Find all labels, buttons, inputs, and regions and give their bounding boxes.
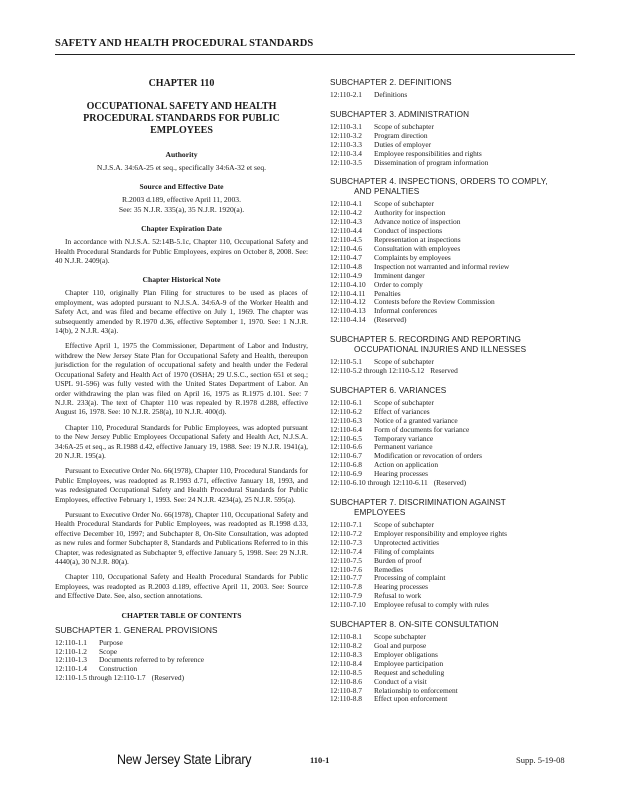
toc-entry-title: Conduct of a visit xyxy=(374,676,427,686)
subchapter-3-heading: SUBCHAPTER 3. ADMINISTRATION xyxy=(330,109,470,119)
toc-entry-title: Employee participation xyxy=(374,658,444,668)
toc-entry-number: 12:110-1.2 xyxy=(55,646,87,656)
toc-entry-number: 12:110-7.6 xyxy=(330,564,362,574)
expiration-heading: Chapter Expiration Date xyxy=(141,224,222,234)
toc-entry xyxy=(330,642,582,651)
toc-entry-number: 12:110-3.1 xyxy=(330,121,362,131)
toc-entry-title: Purpose xyxy=(99,637,123,647)
toc-entry-title: Filing of complaints xyxy=(374,546,434,556)
toc-entry-title: Employee responsibilities and rights xyxy=(374,148,482,158)
toc-entry xyxy=(330,281,582,290)
toc-entry xyxy=(330,367,582,376)
toc-entry xyxy=(330,218,582,227)
toc-entry-title: Employer obligations xyxy=(374,649,438,659)
toc-entry xyxy=(330,539,582,548)
chapter-number: CHAPTER 110 xyxy=(148,78,215,89)
toc-entry-title: Conduct of inspections xyxy=(374,226,443,236)
toc-entry-title: Documents referred to by reference xyxy=(99,655,205,665)
toc-entry-number: 12:110-4.1 xyxy=(330,199,362,209)
subchapter-2-heading: SUBCHAPTER 2. DEFINITIONS xyxy=(330,78,452,87)
toc-entry xyxy=(330,583,582,592)
subchapter-1-heading: SUBCHAPTER 1. GENERAL PROVISIONS xyxy=(55,625,218,635)
toc-entry-number: 12:110-8.2 xyxy=(330,640,362,650)
subchapter-4-list xyxy=(330,200,582,325)
history-heading: Chapter Historical Note xyxy=(142,275,221,285)
toc-entry-title: Modification or revocation of orders xyxy=(374,451,482,461)
toc-entry-title: Scope of subchapter xyxy=(374,520,434,529)
toc-entry-number: 12:110-2.1 xyxy=(330,90,362,99)
toc-entry-title: Refusal to work xyxy=(374,591,422,601)
toc-entry-number: 12:110-6.5 xyxy=(330,433,362,443)
subchapter-5-heading-line-1: SUBCHAPTER 5. RECORDING AND REPORTING xyxy=(330,335,521,345)
toc-entry-title: Scope subchapter xyxy=(374,632,426,642)
toc-entry xyxy=(330,548,582,557)
toc-entry-number: 12:110-6.6 xyxy=(330,442,362,452)
toc-entry xyxy=(330,651,582,660)
toc-entry xyxy=(55,656,308,665)
toc-entry-title: Dissemination of program information xyxy=(374,157,489,167)
toc-entry-number: 12:110-7.9 xyxy=(330,591,362,601)
toc-entry xyxy=(330,263,582,272)
toc-entry xyxy=(330,695,582,704)
subchapter-4-heading-line-2: AND PENALTIES xyxy=(354,187,420,197)
toc-entry-number: 12:110-8.1 xyxy=(330,632,362,642)
toc-entry-title: Scope xyxy=(99,646,118,656)
toc-entry xyxy=(330,132,582,141)
toc-entry-title: Goal and purpose xyxy=(374,640,427,650)
toc-entry-number: 12:110-5.2 through 12:110-5.12 xyxy=(330,366,425,376)
toc-entry-title: Temporary variance xyxy=(374,433,434,443)
toc-entry xyxy=(330,660,582,669)
toc-entry-number: 12:110-7.3 xyxy=(330,537,362,547)
toc-entry-title: Duties of employer xyxy=(374,139,432,149)
toc-entry-title: Employer responsibility and employee rights xyxy=(374,528,508,538)
history-paragraph: Chapter 110, Procedural Standards for Public Employees, was adopted pursuant to the New Jersey Public Employees Occupational Safety and Health Act, N.J.S.A. 34:6A-25 et seq., as R.1988 d.42, effective January 19, 1988. See: 19 N.J.R. 1941(a), 20 N.J.R. 195(a). xyxy=(55,422,308,460)
toc-entry-title: Effect of variances xyxy=(374,406,430,416)
authority-text: N.J.S.A. 34:6A-25 et seq., specifically 34:6A-32 et seq. xyxy=(96,163,267,172)
toc-entry-number: 12:110-4.4 xyxy=(330,226,362,236)
subchapter-7-heading-line-1: SUBCHAPTER 7. DISCRIMINATION AGAINST xyxy=(330,498,506,507)
toc-entry-title: (Reserved) xyxy=(433,478,467,488)
toc-entry-title: (Reserved) xyxy=(374,315,407,325)
toc-entry xyxy=(330,452,582,461)
toc-entry-title: Form of documents for variance xyxy=(374,424,470,434)
toc-entry-title: Order to comply xyxy=(374,279,423,289)
toc-entry xyxy=(330,566,582,575)
page-number: 110-1 xyxy=(310,755,330,765)
toc-entry-title: Inspection not warranted and informal review xyxy=(374,261,510,271)
toc-entry-title: (Reserved) xyxy=(151,673,185,683)
toc-entry-number: 12:110-3.2 xyxy=(330,130,362,140)
toc-entry-number: 12:110-6.8 xyxy=(330,460,362,470)
toc-entry-title: Representation at inspections xyxy=(374,235,461,245)
toc-entry xyxy=(330,687,582,696)
toc-entry-number: 12:110-7.10 xyxy=(330,600,366,610)
toc-entry xyxy=(330,200,582,209)
toc-entry xyxy=(330,316,582,325)
toc-entry-number: 12:110-8.8 xyxy=(330,694,362,704)
toc-entry-number: 12:110-8.3 xyxy=(330,649,362,659)
toc-entry xyxy=(330,123,582,132)
toc-entry xyxy=(330,461,582,470)
source-line-2: See: 35 N.J.R. 335(a), 35 N.J.R. 1920(a). xyxy=(118,204,245,214)
subchapter-8-heading: SUBCHAPTER 8. ON-SITE CONSULTATION xyxy=(330,620,499,630)
subchapter-5-list xyxy=(330,358,582,376)
toc-entry-title: Hearing processes xyxy=(374,582,428,592)
toc-entry-number: 12:110-4.14 xyxy=(330,315,366,325)
expiration-text: In accordance with N.J.S.A. 52:14B-5.1c, Chapter 110, Occupational Safety and Health Procedural Standards for Public Employees, expires on October 8, 2008. See: 40 N.J.R. 2409(a). xyxy=(55,237,308,266)
toc-entry-number: 12:110-3.3 xyxy=(330,139,362,149)
toc-entry xyxy=(330,530,582,539)
toc-entry-title: Unprotected activities xyxy=(374,537,440,547)
history-paragraph: Chapter 110, originally Plan Filing for structures to be used as places of employment, was adopted pursuant to N.J.S.A. 34:6A-9 of the Worker Health and Safety Act, and was filed and became effective on July 1, 1969. The chapter was subsequently amended by R.1970 d.36, effective September 1, 1970. See: 1 N.J.R. 14(b), 2 N.J.R. 43(a). xyxy=(55,288,308,336)
toc-entry xyxy=(330,669,582,678)
source-line-1: R.2003 d.189, effective April 11, 2003. xyxy=(122,195,241,205)
subchapter-6-heading: SUBCHAPTER 6. VARIANCES xyxy=(330,385,447,395)
left-column xyxy=(55,78,308,693)
history-paragraph: Pursuant to Executive Order No. 66(1978), Chapter 110, Procedural Standards for Public Employees, was readopted as R.1993 d.71, effective January 18, 1993, and was redesignated Occupational Safety and Health Procedural Standards for Public Employees, effective February 1, 1993. See: 24 N.J.R. 4234(a), 25 N.J.R. 595(a). xyxy=(55,466,308,504)
toc-entry-number: 12:110-7.8 xyxy=(330,582,362,592)
toc-entry-title: Penalties xyxy=(374,288,401,298)
toc-entry-title: Program direction xyxy=(374,130,428,140)
toc-entry xyxy=(330,399,582,408)
toc-entry-title: Scope of subchapter xyxy=(374,121,434,131)
toc-entry-number: 12:110-7.1 xyxy=(330,520,362,529)
toc-entry xyxy=(330,633,582,642)
toc-entry xyxy=(330,435,582,444)
toc-entry xyxy=(330,557,582,566)
source-text xyxy=(55,195,308,214)
history-paragraph: Pursuant to Executive Order No. 66(1978), Chapter 110, Occupational Safety and Health Procedural Standards for Public Employees, was readopted as R.1998 d.33, effective December 10, 1997; and Subchapter 8, On-Site Consultation, was adopted as new rules and former Subchapter 8, Standards and Publications Referred to in this Chapter, was redesignated as Subchapter 9, effective January 5, 1998. See: 29 N.J.R. 4440(a), 30 N.J.R. 80(a). xyxy=(55,509,308,566)
toc-heading: CHAPTER TABLE OF CONTENTS xyxy=(121,610,242,620)
toc-entry-title: Scope of subchapter xyxy=(374,357,434,367)
source-heading: Source and Effective Date xyxy=(139,182,224,192)
toc-entry-number: 12:110-4.2 xyxy=(330,208,362,218)
toc-entry-number: 12:110-8.4 xyxy=(330,658,362,668)
toc-entry-title: Complaints by employees xyxy=(374,252,451,262)
toc-entry-number: 12:110-4.13 xyxy=(330,306,366,316)
toc-entry xyxy=(330,272,582,281)
toc-entry-number: 12:110-7.5 xyxy=(330,555,362,565)
toc-entry-title: Advance notice of inspection xyxy=(374,217,461,227)
toc-entry-title: Employee refusal to comply with rules xyxy=(374,600,489,610)
subchapter-5-heading-line-2: OCCUPATIONAL INJURIES AND ILLNESSES xyxy=(354,345,527,355)
toc-entry xyxy=(55,674,308,683)
toc-entry-number: 12:110-4.10 xyxy=(330,279,366,289)
toc-entry-title: Request and scheduling xyxy=(374,667,445,677)
toc-entry-number: 12:110-6.1 xyxy=(330,397,362,407)
toc-entry xyxy=(330,479,582,488)
subchapter-5-heading xyxy=(330,335,582,355)
toc-entry-number: 12:110-3.5 xyxy=(330,157,362,167)
toc-entry-number: 12:110-7.2 xyxy=(330,528,362,538)
supplement-date: Supp. 5-19-08 xyxy=(516,755,565,765)
subchapter-7-list xyxy=(330,521,582,610)
toc-entry-title: Relationship to enforcement xyxy=(374,685,458,695)
toc-entry-number: 12:110-8.5 xyxy=(330,667,362,677)
toc-entry-number: 12:110-6.3 xyxy=(330,415,362,425)
toc-entry-number: 12:110-1.5 through 12:110-1.7 xyxy=(55,673,146,683)
toc-entry-title: Scope of subchapter xyxy=(374,199,434,209)
toc-entry xyxy=(330,159,582,168)
subchapter-8-list xyxy=(330,633,582,704)
toc-entry xyxy=(330,574,582,583)
toc-entry xyxy=(330,601,582,610)
toc-entry xyxy=(330,245,582,254)
toc-entry-number: 12:110-7.7 xyxy=(330,573,362,583)
toc-entry xyxy=(330,426,582,435)
subchapter-2-list xyxy=(330,91,582,100)
toc-entry-number: 12:110-3.4 xyxy=(330,148,362,158)
toc-entry-title: Consultation with employees xyxy=(374,243,461,253)
subchapter-4-heading xyxy=(330,177,582,197)
subchapter-1-list xyxy=(55,639,308,684)
toc-entry-title: Remedies xyxy=(374,564,404,574)
toc-entry-title: Authority for inspection xyxy=(374,208,446,218)
toc-entry xyxy=(330,91,582,100)
toc-entry-number: 12:110-6.2 xyxy=(330,406,362,416)
toc-entry-number: 12:110-4.6 xyxy=(330,243,362,253)
running-header: SAFETY AND HEALTH PROCEDURAL STANDARDS xyxy=(55,38,314,49)
toc-entry-title: Burden of proof xyxy=(374,555,422,565)
toc-entry-number: 12:110-4.5 xyxy=(330,235,362,245)
subchapter-3-list xyxy=(330,123,582,168)
toc-entry-title: Hearing processes xyxy=(374,469,428,479)
subchapter-4-heading-line-1: SUBCHAPTER 4. INSPECTIONS, ORDERS TO COMPLY, xyxy=(330,177,548,187)
toc-entry-number: 12:110-8.7 xyxy=(330,685,362,695)
header-rule xyxy=(55,54,575,55)
toc-entry-title: Definitions xyxy=(374,90,408,99)
history-paragraph: Chapter 110, Occupational Safety and Health Procedural Standards for Public Employees, was readopted as R.2003 d.189, effective April 11, 2003. See: Source and Effective Date. See, also, section annotations. xyxy=(55,572,308,601)
toc-entry-number: 12:110-4.9 xyxy=(330,270,362,280)
toc-entry-title: Permanent variance xyxy=(374,442,433,452)
chapter-title: OCCUPATIONAL SAFETY AND HEALTH PROCEDURAL STANDARDS FOR PUBLIC EMPLOYEES xyxy=(83,101,280,136)
toc-entry-title: Processing of complaint xyxy=(374,573,446,583)
authority-heading: Authority xyxy=(165,150,198,159)
toc-entry-number: 12:110-6.4 xyxy=(330,424,362,434)
toc-entry-number: 12:110-4.3 xyxy=(330,217,362,227)
toc-entry xyxy=(330,307,582,316)
toc-entry-title: Action on application xyxy=(374,460,439,470)
toc-entry-number: 12:110-4.7 xyxy=(330,252,362,262)
toc-entry-title: Notice of a granted variance xyxy=(374,415,458,425)
toc-entry-title: Construction xyxy=(99,664,138,674)
subchapter-7-heading-line-2: EMPLOYEES xyxy=(354,508,406,517)
toc-entry-number: 12:110-4.12 xyxy=(330,297,366,307)
subchapter-6-list xyxy=(330,399,582,488)
toc-entry-number: 12:110-7.4 xyxy=(330,546,362,556)
subchapter-7-heading xyxy=(330,498,582,518)
toc-entry-title: Scope of subchapter xyxy=(374,397,434,407)
toc-entry xyxy=(330,298,582,307)
toc-entry-number: 12:110-6.10 through 12:110-6.11 xyxy=(330,478,428,488)
toc-entry-number: 12:110-4.11 xyxy=(330,288,366,298)
library-logo: New Jersey State Library xyxy=(117,752,252,767)
toc-entry-number: 12:110-4.8 xyxy=(330,261,362,271)
toc-entry xyxy=(55,639,308,648)
toc-entry-number: 12:110-1.1 xyxy=(55,637,87,647)
toc-entry-title: Effect upon enforcement xyxy=(374,694,448,704)
toc-entry-title: Imminent danger xyxy=(374,270,425,280)
toc-entry-title: Contests before the Review Commission xyxy=(374,297,495,307)
toc-entry-title: Reserved xyxy=(430,366,458,376)
toc-entry-number: 12:110-1.3 xyxy=(55,655,87,665)
toc-entry-number: 12:110-6.9 xyxy=(330,469,362,479)
history-paragraph: Effective April 1, 1975 the Commissioner, Department of Labor and Industry, withdrew the New Jersey State Plan for Occupational Safety and Health, thereupon jurisdiction for the regulation of occupational safety and health under the Federal Occupational Safety and Health Act of 1970 (OSHA; 29 U.S.C., section 651 et seq.; USPL 91-596) was fully vested with the United States Department of Labor. An order withdrawing the plan was filed on April 16, 1975 as R.1975 d.101. See: 7 N.J.R. 233(a). The text of Chapter 110 was repealed by R.1978 d.288, effective August 16, 1978. See: 10 N.J.R. 258(a), 10 N.J.R. 400(d). xyxy=(55,341,308,417)
toc-entry-number: 12:110-8.6 xyxy=(330,676,362,686)
toc-entry-number: 12:110-5.1 xyxy=(330,357,362,367)
right-column xyxy=(330,78,582,714)
toc-entry-number: 12:110-1.4 xyxy=(55,664,87,674)
toc-entry-number: 12:110-6.7 xyxy=(330,451,362,461)
toc-entry-title: Informal conferences xyxy=(374,306,437,316)
